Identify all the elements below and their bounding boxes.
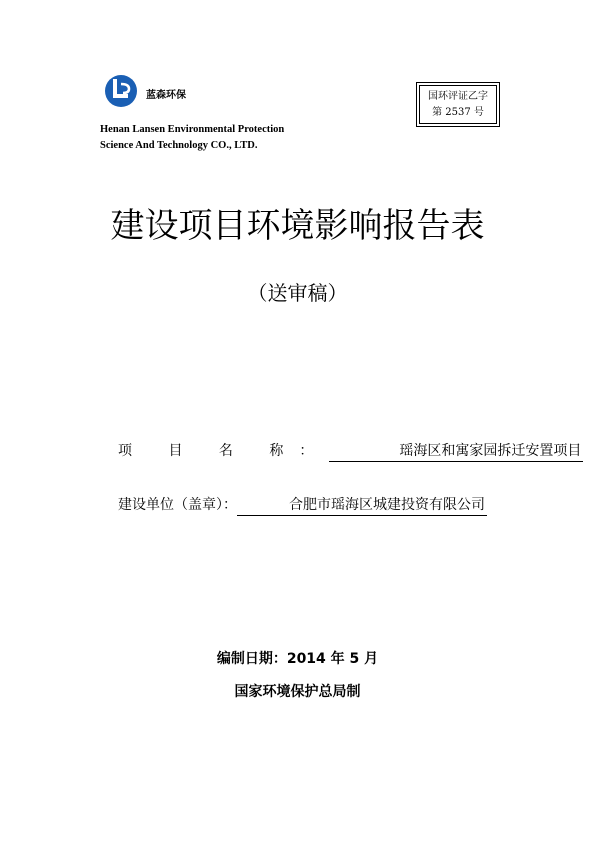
company-name-line-1: Henan Lansen Environmental Protection [100,124,285,135]
certificate-line-1: 国环评证乙字 [428,91,488,102]
certificate-inner [419,85,497,124]
company-logo-icon [104,74,138,108]
company-english-name [100,122,284,154]
builder-value: 合肥市瑶海区城建投资有限公司 [237,494,487,516]
document-subtitle: （送审稿） [247,281,348,305]
project-name-value: 瑶海区和寓家园拆迁安置项目 [329,440,583,462]
document-title: 建设项目环境影响报告表 [110,206,485,246]
project-name-field [118,440,583,462]
certificate-box [416,82,500,127]
certificate-line-2: 第 2537 号 [432,107,484,118]
compile-date: 编制日期：2014 年 5 月 [216,651,379,667]
builder-label: 建设单位（盖章）： [118,497,237,513]
company-name-line-2: Science And Technology CO., LTD. [100,140,258,151]
logo-text: 蓝森环保 [146,90,186,101]
builder-field [118,494,487,516]
project-name-label: 项 目 名 称： [118,443,330,459]
issuing-authority: 国家环境保护总局制 [234,684,361,700]
